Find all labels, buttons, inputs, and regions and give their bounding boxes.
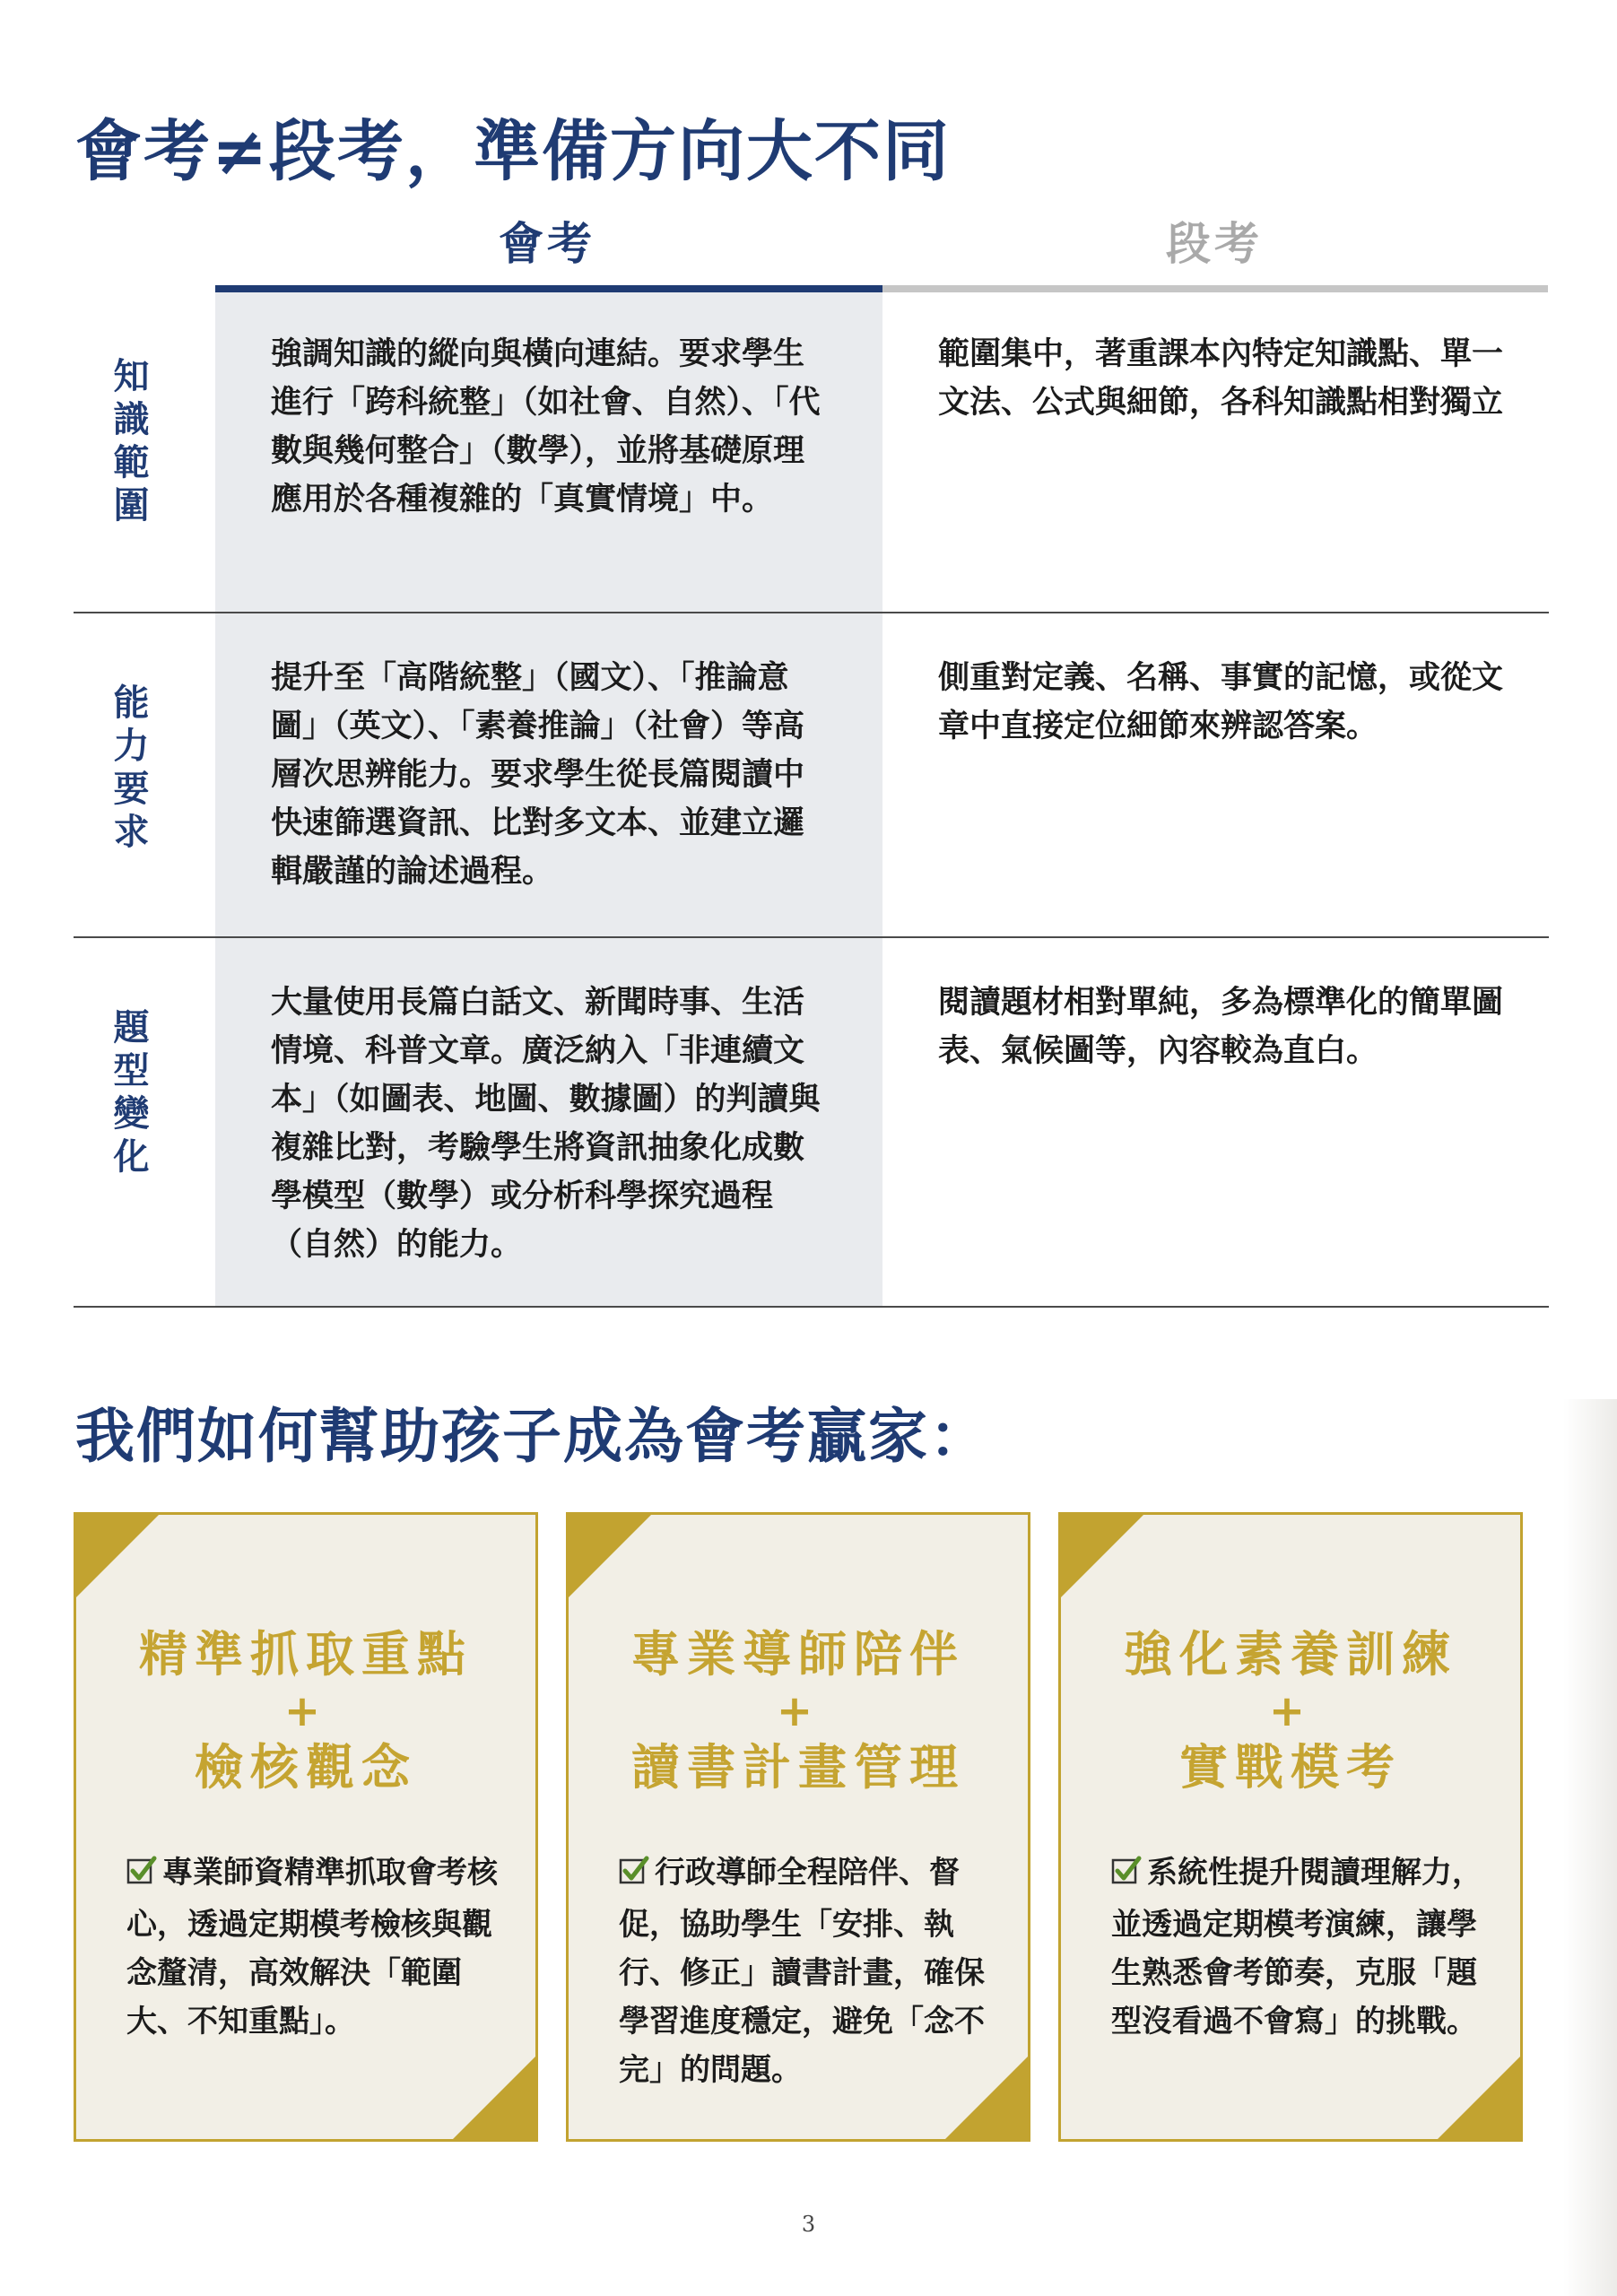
card-heading-line1: 精準抓取重點 xyxy=(139,1626,473,1683)
column-header-bar-left xyxy=(215,285,882,292)
page-edge-shadow xyxy=(1563,1399,1617,2296)
feature-card-key-points xyxy=(74,1512,538,2142)
column-header-huikao: 會考 xyxy=(499,217,596,270)
page-number: 3 xyxy=(801,2212,816,2237)
cell-duankao-question-type: 閱讀題材相對單純，多為標準化的簡單圖表、氣候圖等，內容較為直白。 xyxy=(938,984,1504,1069)
checkbox-checked-icon xyxy=(619,1852,649,1900)
row-divider xyxy=(74,612,1549,613)
card-heading-line1: 專業導師陪伴 xyxy=(631,1626,965,1683)
card-corner-decoration xyxy=(569,1515,651,1597)
feature-card-literacy-training xyxy=(1058,1512,1523,2142)
checkbox-checked-icon xyxy=(1111,1852,1142,1900)
checkbox-checked-icon xyxy=(126,1852,157,1900)
card-corner-decoration xyxy=(453,2057,535,2139)
card-body-text: 專業師資精準抓取會考核心，透過定期模考檢核與觀念釐清，高效解決「範圍大、不知重點」。 xyxy=(126,1855,498,2039)
column-header-duankao: 段考 xyxy=(1166,217,1263,270)
card-heading-plus: + xyxy=(283,1686,328,1736)
card-heading-plus: + xyxy=(1268,1686,1313,1736)
section-title-how-we-help: 我們如何幫助孩子成為會考贏家： xyxy=(75,1401,990,1471)
card-heading-line2: 實戰模考 xyxy=(1179,1739,1402,1796)
card-heading-line2: 檢核觀念 xyxy=(195,1739,417,1796)
cell-duankao-ability-requirement: 側重對定義、名稱、事實的記憶，或從文章中直接定位細節來辨認答案。 xyxy=(938,659,1504,744)
card-body xyxy=(126,1848,503,2046)
card-heading-line2: 讀書計畫管理 xyxy=(631,1739,965,1796)
card-body xyxy=(619,1848,995,2094)
card-body-text: 行政導師全程陪伴、督促，協助學生「安排、執行、修正」讀書計畫，確保學習進度穩定，避免「念不完」的問題。 xyxy=(619,1855,985,2088)
section-title-comparison: 會考≠段考，準備方向大不同 xyxy=(75,113,952,190)
card-heading xyxy=(76,1626,535,1796)
card-heading xyxy=(1061,1626,1520,1796)
row-label-question-type: 題型變化 xyxy=(108,1008,150,1180)
card-corner-decoration xyxy=(1061,1515,1143,1597)
card-corner-decoration xyxy=(76,1515,159,1597)
card-body-text: 系統性提升閱讀理解力，並透過定期模考演練，讓學生熟悉會考節奏，克服「題型沒看過不會寫」的挑戰。 xyxy=(1111,1855,1482,2039)
card-corner-decoration xyxy=(1438,2057,1520,2139)
row-label-knowledge-scope: 知識範圍 xyxy=(108,357,150,529)
row-divider xyxy=(74,936,1549,938)
column-header-bar-right xyxy=(882,285,1548,292)
cell-duankao-knowledge-scope: 範圍集中，著重課本內特定知識點、單一文法、公式與細節，各科知識點相對獨立 xyxy=(938,335,1504,421)
cell-huikao-question-type: 大量使用長篇白話文、新聞時事、生活情境、科普文章。廣泛納入「非連續文本」（如圖表、地圖、數據圖）的判讀與複雜比對，考驗學生將資訊抽象化成數學模型（數學）或分析科學探究過程（自然）的能力。 xyxy=(271,984,821,1263)
feature-card-tutor-companion xyxy=(566,1512,1030,2142)
card-heading-plus: + xyxy=(776,1686,821,1736)
cell-huikao-knowledge-scope: 強調知識的縱向與橫向連結。要求學生進行「跨科統整」（如社會、自然）、「代數與幾何整合」（數學），並將基礎原理應用於各種複雜的「真實情境」中。 xyxy=(271,335,821,517)
card-heading xyxy=(569,1626,1028,1796)
row-label-ability-requirement: 能力要求 xyxy=(108,683,150,856)
cell-huikao-ability-requirement: 提升至「高階統整」（國文）、「推論意圖」（英文）、「素養推論」（社會）等高層次思辨能力。要求學生從長篇閱讀中快速篩選資訊、比對多文本、並建立邏輯嚴謹的論述過程。 xyxy=(271,659,805,890)
card-body xyxy=(1111,1848,1488,2046)
row-divider xyxy=(74,1306,1549,1308)
card-heading-line1: 強化素養訓練 xyxy=(1124,1626,1457,1683)
